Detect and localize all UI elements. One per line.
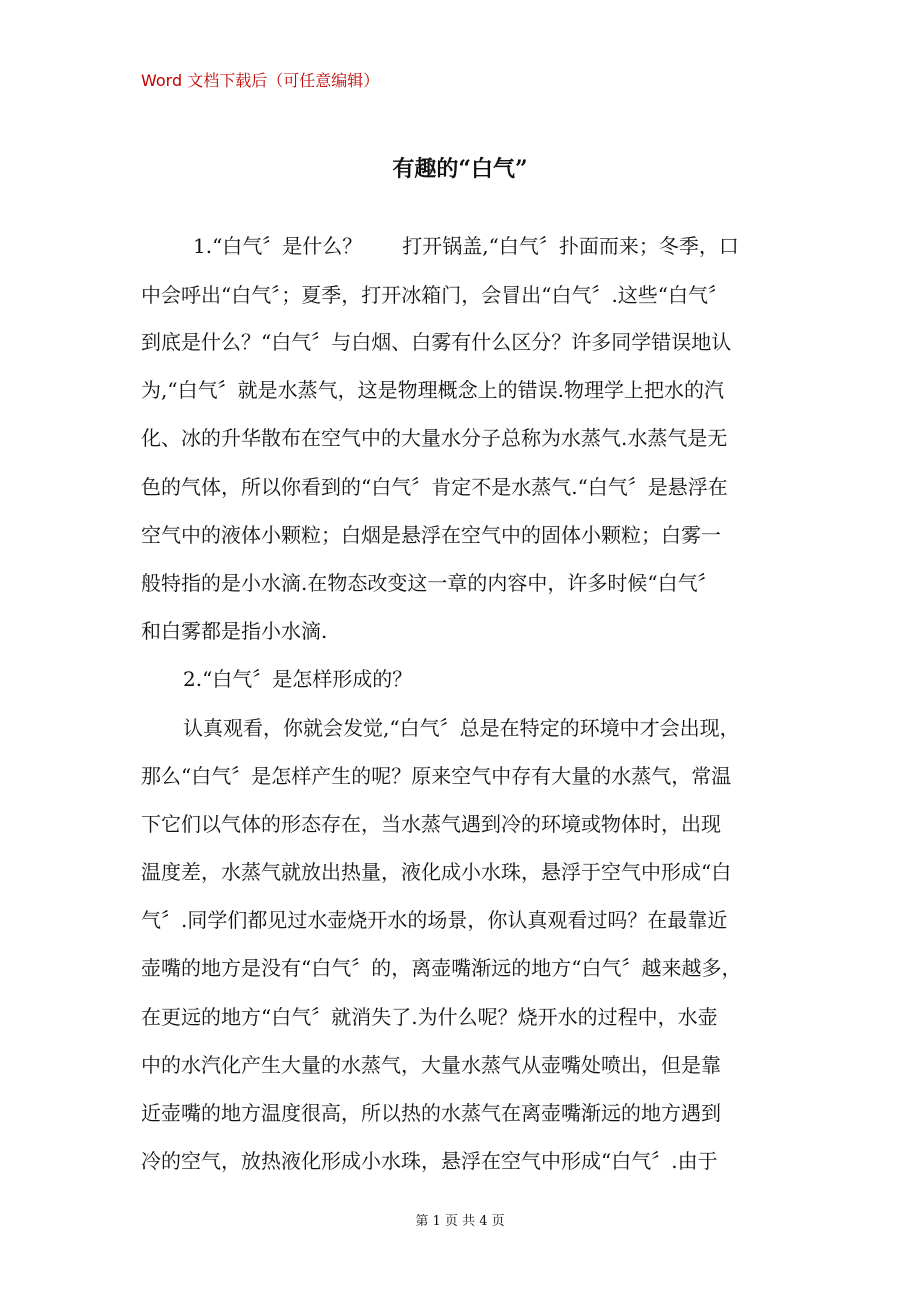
paragraph-line: 和白雾都是指小水滴.	[141, 619, 328, 643]
document-title: 有趣的“白气”	[392, 156, 528, 182]
paragraph-line: 那么“白气〞是怎样产生的呢？原来空气中存有大量的水蒸气，常温	[141, 764, 732, 788]
paragraph-line: 气〞.同学们都见过水壶烧开水的场景，你认真观看过吗？在最靠近	[141, 908, 728, 932]
section-heading: 2.“白气〞是怎样形成的？	[183, 667, 413, 691]
paragraph-line: 认真观看，你就会发觉,“白气〞总是在特定的环境中才会出现，	[183, 716, 740, 740]
paragraph-line: 中会呼出“白气〞；夏季，打开冰箱门，会冒出“白气〞.这些“白气〞	[141, 283, 729, 307]
paragraph-line: 1.“白气〞是什么？ 打开锅盖,“白气〞扑面而来；冬季，口	[193, 234, 739, 258]
paragraph-line: 冷的空气，放热液化形成小水珠，悬浮在空气中形成“白气〞.由于	[141, 1149, 718, 1173]
paragraph-line: 在更远的地方“白气〞就消失了.为什么呢？烧开水的过程中，水壶	[141, 1005, 718, 1029]
paragraph-line: 为,“白气〞就是水蒸气，这是物理概念上的错误.物理学上把水的汽	[141, 378, 724, 402]
page-number: 第 1 页 共 4 页	[415, 1214, 505, 1229]
paragraph-line: 壶嘴的地方是没有“白气〞的，离壶嘴渐远的地方“白气〞越来越多，	[141, 956, 742, 980]
paragraph-line: 温度差，水蒸气就放出热量，液化成小水珠，悬浮于空气中形成“白	[141, 860, 732, 884]
download-note: Word 文档下载后（可任意编辑）	[141, 71, 380, 90]
paragraph-line: 空气中的液体小颗粒；白烟是悬浮在空气中的固体小颗粒；白雾一	[141, 523, 721, 547]
paragraph-line: 到底是什么？“白气〞与白烟、白雾有什么区分？许多同学错误地认	[141, 330, 732, 354]
paragraph-line: 般特指的是小水滴.在物态改变这一章的内容中，许多时候“白气〞	[141, 571, 718, 595]
paragraph-line: 中的水汽化产生大量的水蒸气，大量水蒸气从壶嘴处喷出，但是靠	[141, 1053, 721, 1077]
paragraph-line: 下它们以气体的形态存在，当水蒸气遇到冷的环境或物体时，出现	[141, 812, 721, 836]
paragraph-line: 近壶嘴的地方温度很高，所以热的水蒸气在离壶嘴渐远的地方遇到	[141, 1101, 721, 1125]
paragraph-line: 化、冰的升华散布在空气中的大量水分子总称为水蒸气.水蒸气是无	[141, 426, 728, 450]
paragraph-line: 色的气体，所以你看到的“白气〞肯定不是水蒸气.“白气〞是悬浮在	[141, 475, 728, 499]
